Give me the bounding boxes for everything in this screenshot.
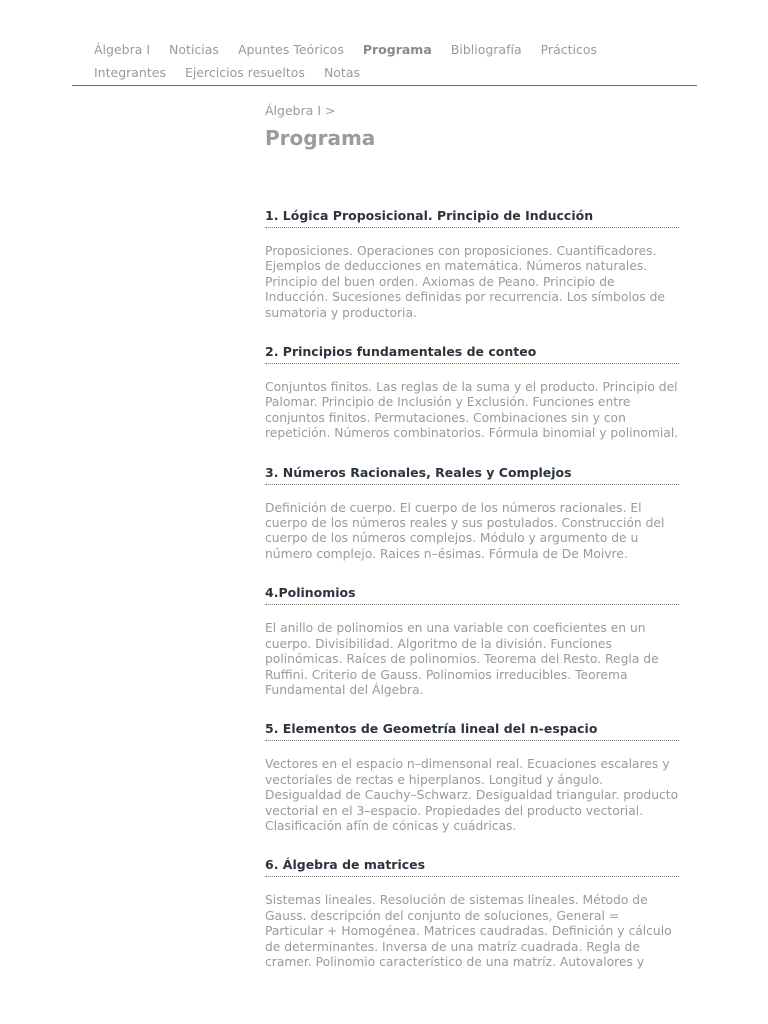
nav-link-noticias[interactable]: Noticias bbox=[169, 42, 219, 57]
section-body: El anillo de polinomios en una variable con coeficientes en un cuerpo. Divisibilidad. Algoritmo de la división. Funciones polinómicas. Raíces de polinomios. Teorema del Resto. Regla de Ruffini. Criterio de Gauss. Polinomios irreducibles. Teorema Fundamental del Álgebra. bbox=[265, 621, 659, 697]
breadcrumb[interactable]: Álgebra I > bbox=[265, 103, 336, 118]
nav-link-notas[interactable]: Notas bbox=[323, 65, 361, 80]
page-title: Programa bbox=[265, 126, 376, 150]
nav-link-ejercicios-resueltos[interactable]: Ejercicios resueltos bbox=[184, 65, 305, 80]
section-title: 2. Principios fundamentales de conteo bbox=[265, 343, 679, 364]
section-title: 6. Álgebra de matrices bbox=[265, 856, 679, 877]
program-sections bbox=[265, 207, 679, 970]
nav-link-integrantes[interactable]: Integrantes bbox=[94, 65, 166, 80]
section-body: Sistemas lineales. Resolución de sistemas lineales. Método de Gauss. descripción del conjunto de soluciones, General = Particular + Homogénea. Matrices caudradas. Definición y cálculo de determinantes. Inversa de una matríz cuadrada. Regla de cramer. Polinomio característico de una matríz. Autovalores y bbox=[265, 893, 672, 969]
section-body: Definición de cuerpo. El cuerpo de los números racionales. El cuerpo de los números reales y sus postulados. Construcción del cuerpo de los números complejos. Módulo y argumento de u número complejo. Raices n–ésimas. Fórmula de De Moivre. bbox=[265, 500, 665, 561]
section-algebra-matrices bbox=[265, 856, 679, 970]
section-title: 5. Elementos de Geometría lineal del n-espacio bbox=[265, 720, 679, 741]
nav-row-2 bbox=[94, 65, 379, 80]
section-numeros bbox=[265, 464, 679, 563]
section-body: Vectores en el espacio n–dimensonal real. Ecuaciones escalares y vectoriales de rectas e hiperplanos. Longitud y ángulo. Desigualdad de Cauchy–Schwarz. Desigualdad triangular. producto vectorial en el 3–espacio. Propiedades del producto vectorial. Clasificación afín de cónicas y cuádricas. bbox=[265, 757, 679, 833]
nav-link-practicos[interactable]: Prácticos bbox=[540, 42, 598, 57]
section-logica-proposicional bbox=[265, 207, 679, 321]
section-polinomios bbox=[265, 584, 679, 698]
section-title: 3. Números Racionales, Reales y Complejos bbox=[265, 464, 679, 485]
top-navigation bbox=[72, 36, 697, 86]
section-geometria-lineal bbox=[265, 720, 679, 834]
section-body: Conjuntos finitos. Las reglas de la suma y el producto. Principio del Palomar. Principio de Inclusión y Exclusión. Funciones entre conjuntos finitos. Permutaciones. Combinaciones sin y con repetición. Números combinatorios. Fórmula binomial y polinomial. bbox=[265, 380, 679, 441]
nav-link-bibliografia[interactable]: Bibliografía bbox=[450, 42, 522, 57]
section-title: 4.Polinomios bbox=[265, 584, 679, 605]
nav-row-1 bbox=[94, 42, 616, 57]
section-conteo bbox=[265, 343, 679, 442]
nav-link-apuntes-teoricos[interactable]: Apuntes Teóricos bbox=[237, 42, 344, 57]
nav-link-algebra-i[interactable]: Álgebra I bbox=[94, 42, 151, 57]
section-body: Proposiciones. Operaciones con proposiciones. Cuantificadores. Ejemplos de deducciones en matemática. Números naturales. Principio del buen orden. Axiomas de Peano. Principio de Inducción. Sucesiones definidas por recurrencia. Los símbolos de sumatoria y productoria. bbox=[265, 244, 665, 320]
main-content bbox=[265, 102, 679, 992]
section-title: 1. Lógica Proposicional. Principio de Inducción bbox=[265, 207, 679, 228]
nav-link-programa[interactable]: Programa bbox=[362, 42, 432, 57]
